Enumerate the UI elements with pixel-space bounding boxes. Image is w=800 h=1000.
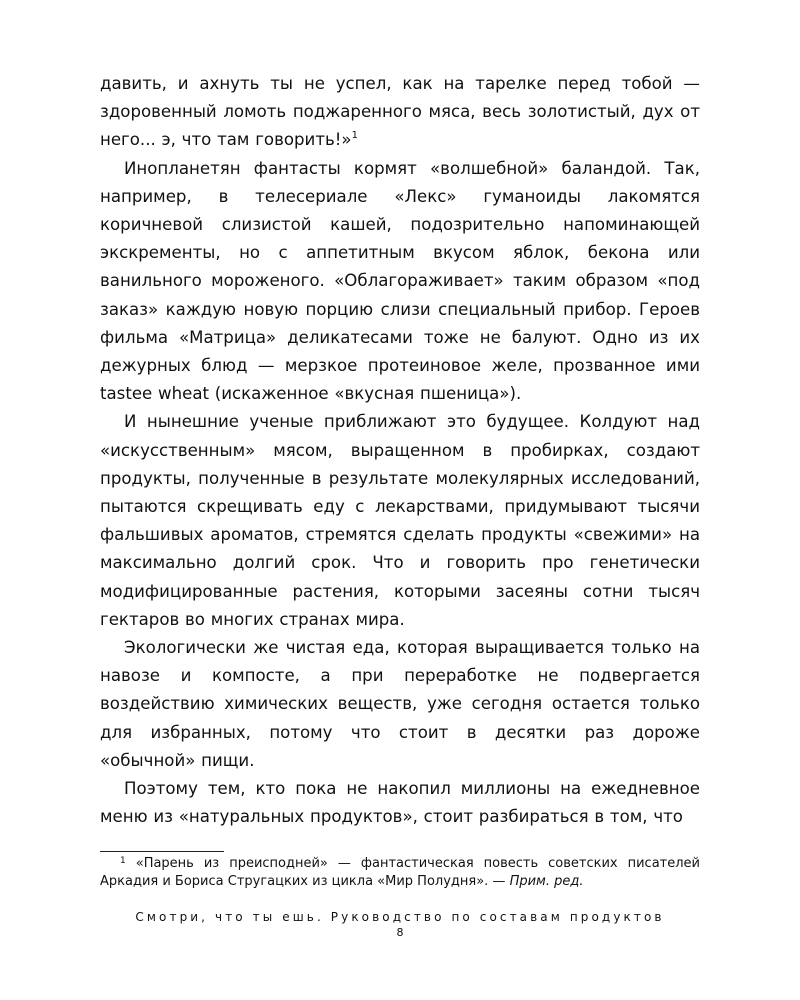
running-footer-title: Смотри, что ты ешь. Руководство по составам продуктов — [135, 910, 665, 924]
footnote-reference[interactable]: 1 — [351, 130, 358, 142]
page-body — [100, 70, 700, 831]
paragraph-5: Поэтому тем, кто пока не накопил миллионы на ежедневное меню из «натуральных продуктов», стоит разбираться в том, что — [100, 779, 700, 827]
paragraph-1 — [100, 70, 700, 155]
footnote-editor-note: Прим. ред. — [509, 874, 584, 889]
page-number: 8 — [396, 926, 404, 939]
paragraph-2: Инопланетян фантасты кормят «волшебной» баландой. Так, например, в телесериале «Лекс» гуманоиды лакомятся коричневой слизистой кашей, подозрительно напоминающей экскременты, но с аппетитным вкусом яблок, бекона или ванильного мороженого. «Облагораживает» таким образом «под заказ» каждую новую порцию слизи специальный прибор. Героев фильма «Матрица» деликатесами тоже не балуют. Одно из их дежурных блюд — мерзкое протеиновое желе, прозванное ими tastee wheat (искаженное «вкусная пшеница»). — [100, 158, 700, 404]
footnote — [100, 855, 700, 891]
footnote-text: «Парень из преисподней» — фантастическая повесть советских писателей Аркадия и Бориса Стругацких из цикла «Мир Полудня». — — [100, 856, 700, 889]
footnote-divider — [100, 851, 224, 852]
footnote-mark: 1 — [120, 856, 126, 866]
paragraph-3: И нынешние ученые приближают это будущее. Колдуют над «искусственным» мясом, выращенном в пробирках, создают продукты, полученные в результате молекулярных исследований, пытаются скрещивать еду с лекарствами, придумывают тысячи фальшивых ароматов, стремятся сделать продукты «свежими» на максимально долгий срок. Что и говорить про генетически модифицированные растения, которыми засеяны сотни тысяч гектаров во многих странах мира. — [100, 412, 700, 629]
paragraph-4: Экологически же чистая еда, которая выращивается только на навозе и компосте, а при переработке не подвергается воздействию химических веществ, уже сегодня остается только для избранных, потому что стоит в десятки раз дороже «обычной» пищи. — [100, 638, 700, 770]
paragraph-1-text: давить, и ахнуть ты не успел, как на тарелке перед тобой — здоровенный ломоть поджаренного мяса, весь золотистый, дух от него... э, что там говорить!» — [100, 74, 700, 150]
